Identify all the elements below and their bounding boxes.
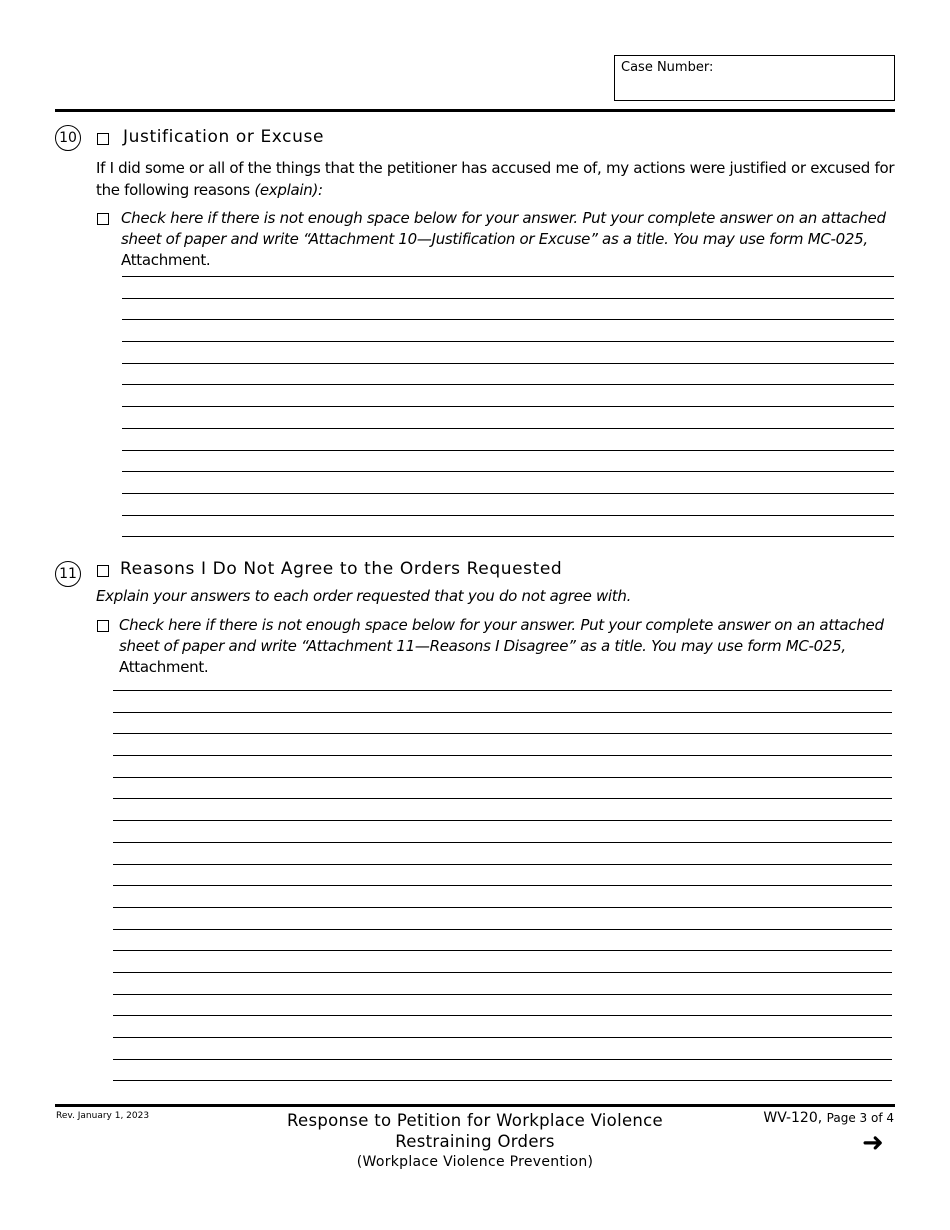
- answer-line[interactable]: [113, 972, 892, 973]
- answer-line[interactable]: [113, 1059, 892, 1060]
- answer-line[interactable]: [113, 798, 892, 799]
- section-10-body-suffix: (explain):: [254, 181, 323, 199]
- section-10-body: [96, 157, 896, 201]
- reasons-disagree-checkbox[interactable]: [97, 565, 109, 577]
- justification-checkbox[interactable]: [97, 133, 109, 145]
- answer-line[interactable]: [122, 536, 894, 537]
- section-11-answer-lines[interactable]: [113, 690, 892, 1102]
- attachment-11-instructions: [119, 615, 894, 678]
- form-title: [250, 1110, 700, 1172]
- answer-line[interactable]: [122, 276, 894, 277]
- answer-line[interactable]: [113, 755, 892, 756]
- answer-line[interactable]: [122, 515, 894, 516]
- answer-line[interactable]: [113, 777, 892, 778]
- answer-line[interactable]: [122, 471, 894, 472]
- section-10-title: Justification or Excuse: [123, 127, 325, 147]
- attachment-11-checkbox[interactable]: [97, 620, 109, 632]
- item-number-11: 11: [55, 561, 81, 587]
- answer-line[interactable]: [113, 885, 892, 886]
- form-id: WV-120,: [763, 1110, 823, 1126]
- answer-line[interactable]: [113, 820, 892, 821]
- answer-line[interactable]: [113, 994, 892, 995]
- attachment-10-instructions: [121, 208, 896, 271]
- answer-line[interactable]: [113, 950, 892, 951]
- section-11-title: Reasons I Do Not Agree to the Orders Requested: [120, 559, 563, 579]
- attachment-10-text: Check here if there is not enough space below for your answer. Put your complete answer on an attached sheet of paper and write “Attachment 10—Justification or Excuse” as a title. You may use form MC-025,: [121, 209, 886, 248]
- right-arrow-icon: ➜: [862, 1128, 884, 1158]
- attachment-11-text: Check here if there is not enough space below for your answer. Put your complete answer on an attached sheet of paper and write “Attachment 11—Reasons I Disagree” as a title. You may use form MC-025,: [119, 616, 884, 655]
- answer-line[interactable]: [113, 712, 892, 713]
- section-10-answer-lines[interactable]: [122, 276, 894, 558]
- answer-line[interactable]: [122, 363, 894, 364]
- answer-line[interactable]: [122, 298, 894, 299]
- answer-line[interactable]: [122, 493, 894, 494]
- form-subtitle: (Workplace Violence Prevention): [356, 1154, 594, 1170]
- section-11-body: Explain your answers to each order requested that you do not agree with.: [96, 587, 632, 605]
- item-number-10: 10: [55, 125, 81, 151]
- revision-date: Rev. January 1, 2023: [56, 1111, 150, 1121]
- answer-line[interactable]: [122, 406, 894, 407]
- case-number-field[interactable]: [614, 55, 895, 101]
- form-title-line-1: Response to Petition for Workplace Violence: [287, 1111, 663, 1130]
- answer-line[interactable]: [122, 450, 894, 451]
- answer-line[interactable]: [113, 690, 892, 691]
- answer-line[interactable]: [113, 864, 892, 865]
- case-number-label: Case Number:: [621, 60, 714, 75]
- answer-line[interactable]: [113, 733, 892, 734]
- page-number: Page 3 of 4: [826, 1111, 894, 1125]
- answer-line[interactable]: [113, 907, 892, 908]
- answer-line[interactable]: [122, 428, 894, 429]
- answer-line[interactable]: [122, 341, 894, 342]
- form-identifier: [740, 1110, 894, 1126]
- attachment-10-checkbox[interactable]: [97, 213, 109, 225]
- answer-line[interactable]: [122, 384, 894, 385]
- attachment-11-suffix: Attachment.: [119, 658, 209, 676]
- answer-line[interactable]: [113, 929, 892, 930]
- answer-line[interactable]: [113, 1037, 892, 1038]
- answer-line[interactable]: [113, 842, 892, 843]
- answer-line[interactable]: [113, 1080, 892, 1081]
- header-divider: [55, 109, 895, 112]
- attachment-10-suffix: Attachment.: [121, 251, 211, 269]
- answer-line[interactable]: [113, 1015, 892, 1016]
- answer-line[interactable]: [122, 319, 894, 320]
- footer-divider: [55, 1104, 895, 1107]
- form-title-line-2: Restraining Orders: [395, 1132, 555, 1151]
- section-10-body-text: If I did some or all of the things that the petitioner has accused me of, my actions were justified or excused for the following reasons: [96, 159, 895, 199]
